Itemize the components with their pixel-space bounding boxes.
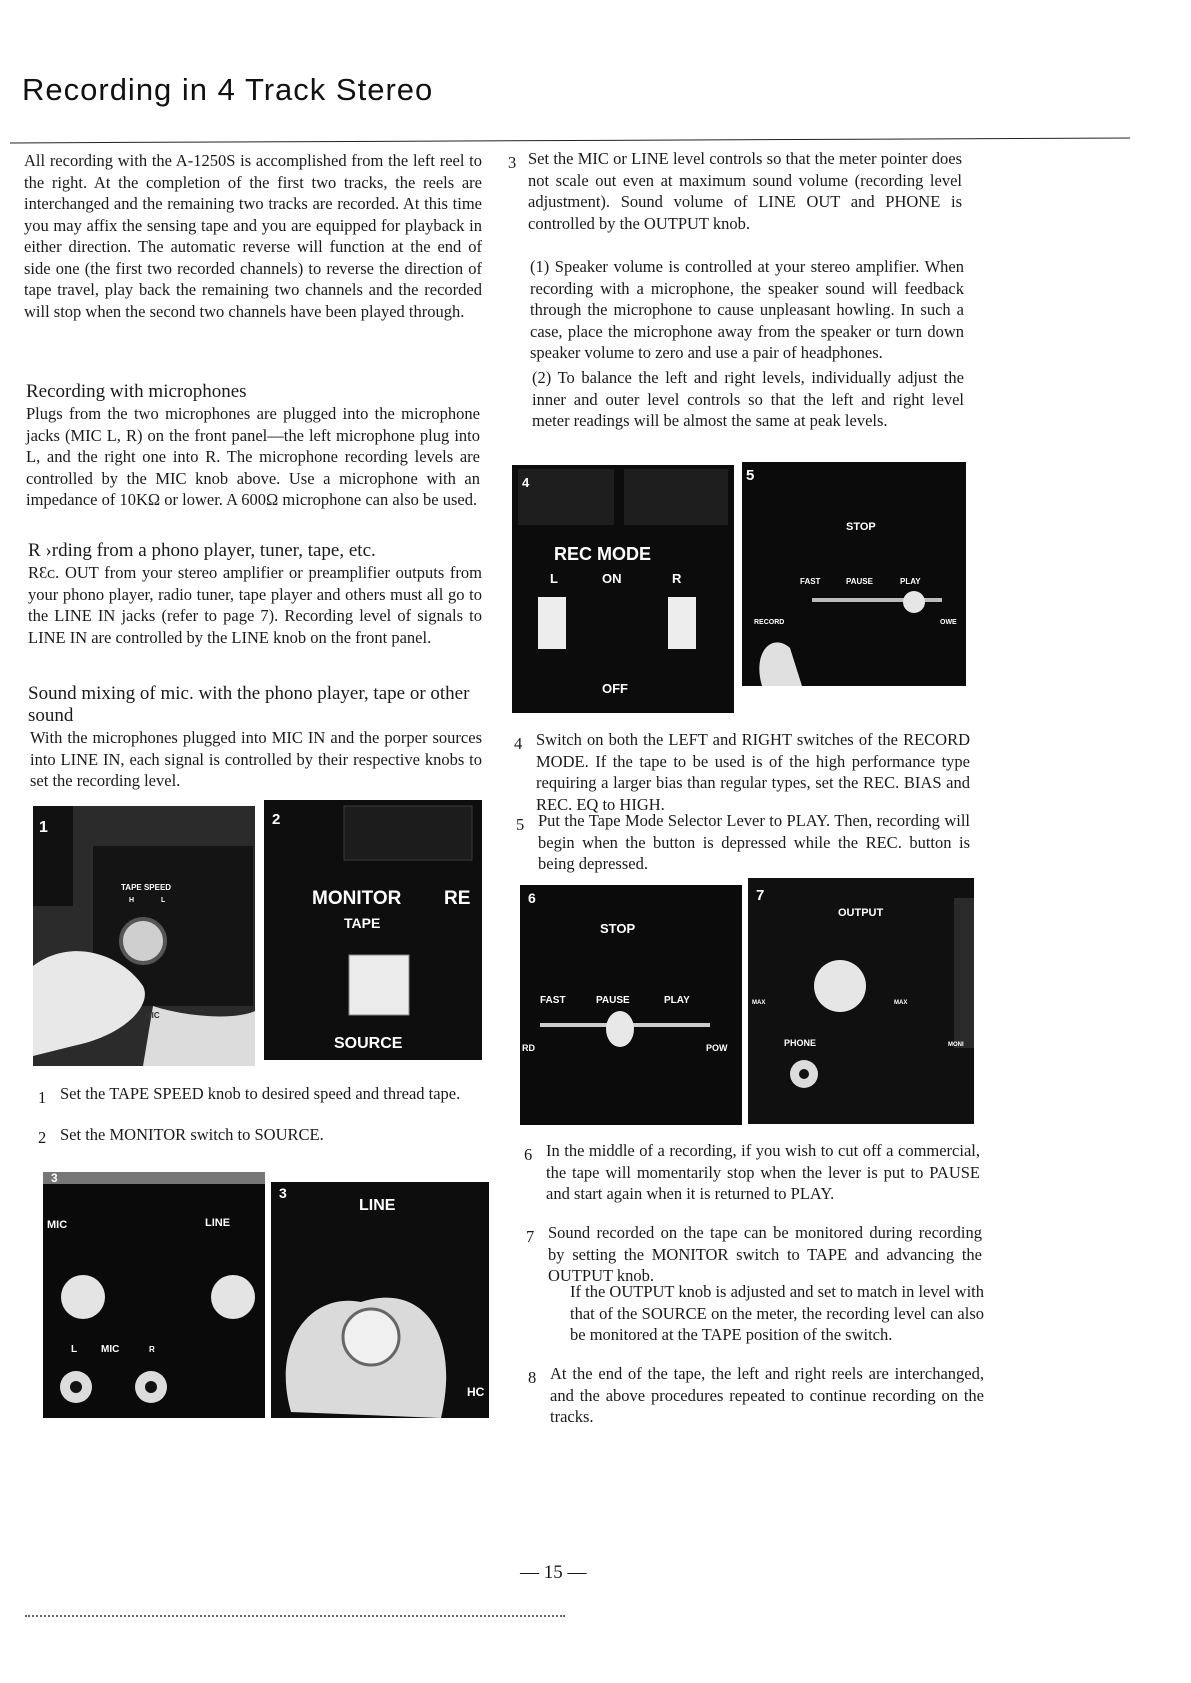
mic-paragraph: Plugs from the two microphones are plugged into the microphone jacks (MIC L, R) on the front panel—the left microphone plug into L, and the right one into R. The microphone recording levels are controlled by the MIC knob above. Use a microphone with an impedance of 10KΩ or lower. A 600Ω microphone can also be used. [26,404,480,509]
step-7-note: If the OUTPUT knob is adjusted and set to match in level with that of the SOURCE on the meter, the recording level can also be monitored at the TAPE position of the switch. [570,1282,984,1344]
photo-line-knob [271,1182,489,1418]
step-3-note-2: (2) To balance the left and right levels, individually adjust the inner and outer level controls so that the left and right level meter readings will be almost the same at peak levels. [532,368,964,430]
svg-text:MAX: MAX [894,1000,908,1006]
photo-3b-number: 3 [279,1185,287,1201]
page-title: Recording in 4 Track Stereo [22,72,434,107]
svg-text:HC: HC [467,1385,485,1399]
svg-text:R: R [149,1345,155,1354]
footer-rule [25,1615,565,1617]
svg-text:PLAY: PLAY [900,577,921,586]
svg-text:STOP: STOP [600,921,636,936]
step-8-text: At the end of the tape, the left and right reels are interchanged, and the above procedures repeated to continue recording on the tracks. [550,1364,984,1426]
line-knob [211,1275,255,1319]
phono-heading: R ›rding from a phono player, tuner, tape, etc. [28,540,376,561]
svg-text:MIC: MIC [101,1344,120,1355]
svg-text:MONI: MONI [948,1042,964,1048]
svg-text:MAX: MAX [752,1000,766,1006]
step-2-text: Set the MONITOR switch to SOURCE. [60,1125,324,1144]
photo-output-knob [748,878,974,1124]
phono-paragraph: RƐᴄ. OUT from your stereo amplifier or preamplifier outputs from your phono player, radio tuner, tape player and others must all go to the LINE IN jacks (refer to page 7). Recording level of signals to LINE IN are controlled by the LINE knob on the front panel. [28,563,482,647]
svg-text:STOP: STOP [846,521,876,533]
title-rule [10,138,1130,144]
svg-text:FAST: FAST [540,995,566,1006]
svg-text:PAUSE: PAUSE [846,577,873,586]
svg-text:MIC: MIC [47,1219,68,1231]
rec-mode-right-switch [668,597,696,649]
step-7-text: Sound recorded on the tape can be monitored during recording by setting the MONITOR switch to TAPE and advancing the OUTPUT knob. [548,1223,982,1285]
output-knob [814,960,866,1012]
mic-heading: Recording with microphones [26,381,247,402]
photo-6-number: 6 [528,890,536,906]
rec-mode-left-switch [538,597,566,649]
photo-4-number: 4 [522,475,530,490]
step-3-text: Set the MIC or LINE level controls so that the meter pointer does not scale out even at maximum sound volume (recording level adjustment). Sound volume of LINE OUT and PHONE is controlled by the OUTPUT knob. [528,149,962,233]
line-input-knob [343,1309,399,1365]
svg-text:OWE: OWE [940,619,957,626]
svg-text:L: L [550,571,558,586]
photo-1-number: 1 [39,819,48,836]
step-3-note-1: (1) Speaker volume is controlled at your stereo amplifier. When recording with a microphone, the speaker sound will feedback through the microphone to cause unpleasant howling. In such a case, place the microphone away from the speaker or turn down speaker volume to zero and use a pair of headphones. [530,257,964,362]
monitor-switch [349,955,409,1015]
svg-text:PLAY: PLAY [664,995,690,1006]
svg-text:R: R [672,571,682,586]
source-label: SOURCE [334,1035,403,1052]
mic-knob [61,1275,105,1319]
photo-2-number: 2 [272,811,281,828]
svg-text:POW: POW [706,1043,728,1053]
photo-record-lever [742,462,966,686]
svg-text:LINE: LINE [205,1217,231,1229]
photo-7-number: 7 [756,887,765,904]
step-6-text: In the middle of a recording, if you wish to cut off a commercial, the tape will momentarily stop when the lever is put to PAUSE and start again when it is returned to PLAY. [546,1141,980,1203]
photo-5-number: 5 [746,467,755,484]
svg-text:PAUSE: PAUSE [596,995,630,1006]
intro-paragraph: All recording with the A-1250S is accomplished from the left reel to the right. At the completion of the first two tracks, the reels are interchanged and the remaining two tracks are recorded. At this time you may affix the sensing tape and you are equipped for playback in either direction. The automatic reverse will function at the end of side one (the first two recorded channels) to reverse the direction of tape travel, play back the remaining two channels and the recorded will stop when the second two channels have been played through. [24,151,482,321]
mic-jack-right [145,1381,157,1393]
step-1-text: Set the TAPE SPEED knob to desired speed and thread tape. [60,1084,461,1103]
svg-text:H: H [129,897,135,904]
monitor-label: MONITOR [312,888,402,909]
svg-text:RECORD: RECORD [754,619,785,626]
svg-text:LINE: LINE [359,1197,396,1214]
step-4-text: Switch on both the LEFT and RIGHT switches of the RECORD MODE. If the tape to be used is of the high performance type requiring a larger bias than regular types, set the REC. BIAS and REC. EQ to HIGH. [536,730,970,814]
svg-text:L: L [71,1344,78,1355]
svg-text:MIC: MIC [145,1011,160,1020]
svg-text:OUTPUT: OUTPUT [838,907,884,919]
svg-text:RE: RE [444,888,471,909]
mix-heading: Sound mixing of mic. with the phono player, tape or other sound [28,683,470,726]
tape-label: TAPE [344,915,381,931]
tape-speed-knob [121,919,165,963]
mic-jack-left [70,1381,82,1393]
photo-tape-speed [33,806,255,1066]
photo-mic-line-knobs [43,1172,265,1418]
mode-lever [903,591,925,613]
photo-monitor-switch [264,800,482,1060]
step-5-text: Put the Tape Mode Selector Lever to PLAY. Then, recording will begin when the button is depressed while the REC. button is being depressed. [538,811,970,873]
svg-text:PHONE: PHONE [784,1038,817,1048]
mix-paragraph: With the microphones plugged into MIC IN and the porper sources into LINE IN, each signal is controlled by their respective knobs to set the recording level. [30,728,482,790]
page-number: — 15 — [520,1562,587,1583]
phone-jack [799,1069,809,1079]
svg-text:FAST: FAST [800,577,821,586]
rec-mode-label: REC MODE [554,544,652,564]
tape-speed-label: TAPE SPEED [121,883,172,892]
photo-pause-lever [520,885,742,1125]
photo-rec-mode [512,465,734,713]
svg-text:OFF: OFF [602,681,628,696]
svg-text:ON: ON [602,571,622,586]
photo-3a-number: 3 [51,1172,58,1185]
svg-text:L: L [161,897,166,904]
pause-lever [606,1011,634,1047]
svg-text:RD: RD [522,1043,535,1053]
